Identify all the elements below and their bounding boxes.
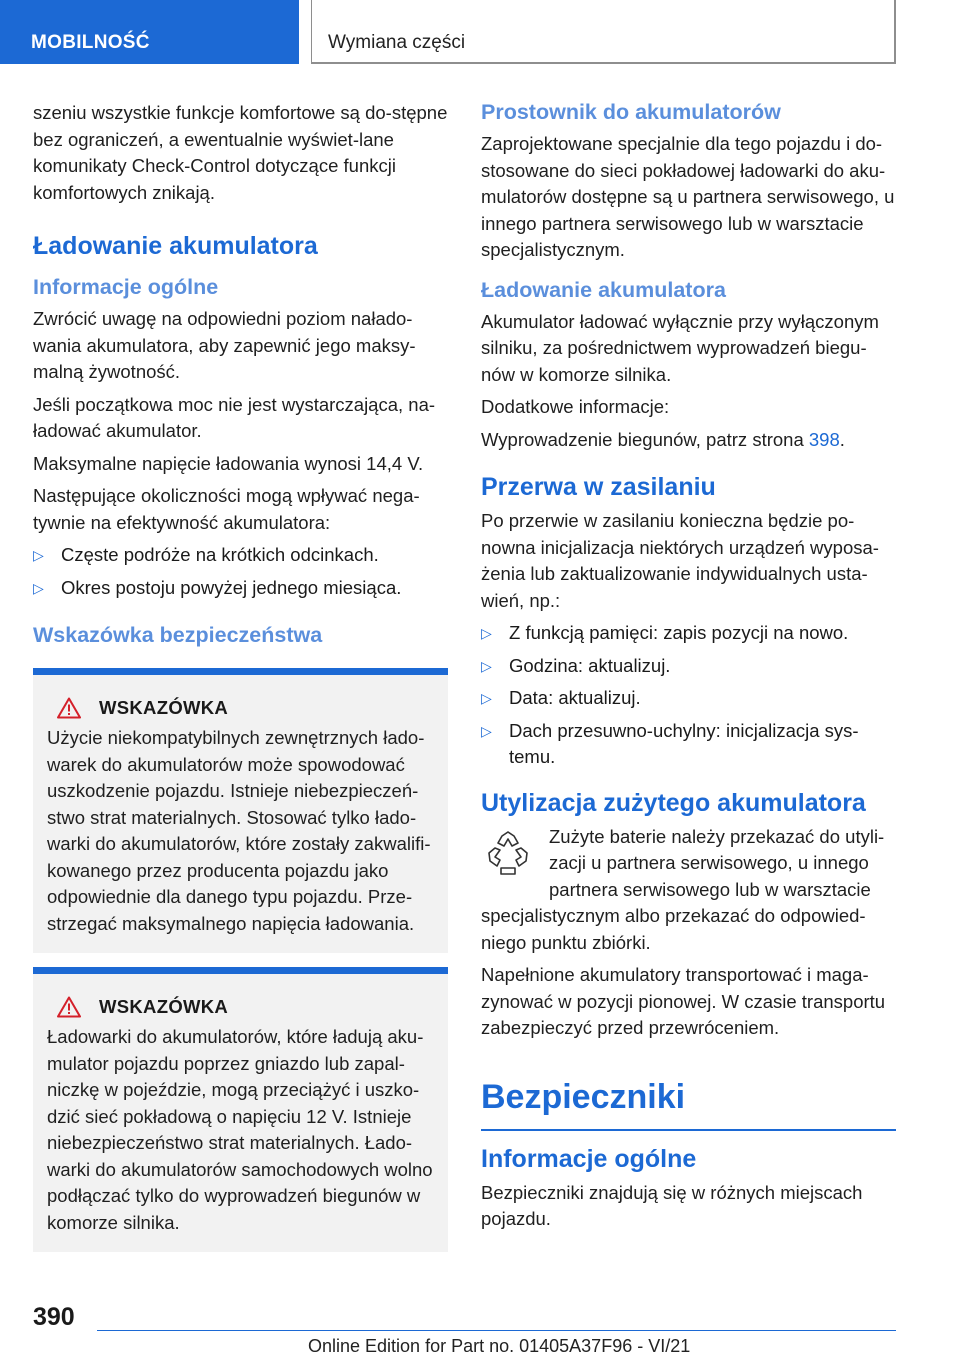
list-item: ▷ Data: aktualizuj. [481,685,896,712]
triangle-bullet-icon: ▷ [33,579,44,596]
warning-text: Ładowarki do akumulatorów, które ładują aku-mulator pojazdu poprzez gniazdo lub zapal-niczkę w pojeździe, mogą przeciążyć i uszko-dzić sieć pokładową o napięciu 12 V. Istnieje niebezpieczeństwo strat materialnych. Łado-warki do akumulatorów samochodowych wolno podłączać tylko do wyprowadzeń biegunów w komorze silnika. [47,1026,433,1233]
paragraph-max-voltage: Maksymalne napięcie ładowania wynosi 14,4 V. [33,452,424,474]
intro-paragraph: szeniu wszystkie funkcje komfortowe są do-stępne bez ograniczeń, a ewentualnie wyświet-lane komunikaty Check-Control dotyczące funkcji komfortowych znikają. [33,102,448,203]
warning-triangle-icon [57,996,81,1018]
paragraph-terminal-reference: Wyprowadzenie biegunów, patrz strona 398. [481,428,845,450]
triangle-bullet-icon: ▷ [481,722,492,739]
list-item: ▷ Częste podróże na krótkich odcinkach. [33,542,448,569]
paragraph-transport: Napełnione akumulatory transportować i maga-zynować w pozycji pionowej. W czasie transportu zabezpieczyć przed przewróceniem. [481,964,886,1038]
triangle-bullet-icon: ▷ [481,657,492,674]
list-item: ▷ Dach przesuwno-uchylny: inicjalizacja sys-temu. [481,719,859,767]
page-header [0,0,960,66]
disposal-block [481,824,896,963]
warning-box-chargers [33,668,448,953]
paragraph-circumstances: Następujące okoliczności mogą wpływać nega-tywnie na efektywność akumulatora: [33,485,420,533]
heading-battery-charging: Ładowanie akumulatora [481,277,726,302]
section-tab: MOBILNOŚĆ [0,0,299,64]
heading-battery-charging: Ładowanie akumulatora [33,232,318,260]
warning-title: WSKAZÓWKA [99,697,229,718]
page-reference-link[interactable]: 398 [808,428,840,450]
reset-list [481,620,896,771]
paragraph-power-outage: Po przerwie w zasilaniu konieczna będzie po-nowna inicjalizacja niektórych urządzeń wyposa-żenia lub zaktualizowanie indywidualnych usta-wień, np.: [481,510,879,611]
warning-box-socket-chargers [33,967,448,1252]
triangle-bullet-icon: ▷ [481,690,492,706]
heading-fuses: Bezpieczniki [481,1078,896,1131]
heading-battery-disposal: Utylizacja zużytego akumulatora [481,788,866,817]
paragraph-charge-level: Zwrócić uwagę na odpowiedni poziom nałado-wania akumulatora, aby zapewnić jego maksy-malną żywotność. [33,308,416,382]
paragraph-disposal: Zużyte baterie należy przekazać do utyli-zacji u partnera serwisowego, u innego partnera serwisowego lub w warsztacie specjalistycznym albo przekazać do odpowied-niego punktu zbiórki. [481,825,885,953]
list-item: ▷ Z funkcją pamięci: zapis pozycji na nowo. [481,620,896,647]
footer-divider [97,1330,896,1331]
heading-general-info: Informacje ogólne [33,275,219,299]
paragraph-rectifier: Zaprojektowane specjalnie dla tego pojazdu i do-stosowane do sieci pokładowej ładowarki do aku-mulatorów dostępne są u partnera serwisowego, u innego partnera serwisowego lub w warsztacie specjalistycznym. [481,133,895,260]
circumstances-list [33,542,448,601]
recycle-icon [483,828,533,878]
footer-edition: Online Edition for Part no. 01405A37F96 - VI/21 [308,1336,691,1356]
heading-safety-note: Wskazówka bezpieczeństwa [33,623,323,647]
triangle-bullet-icon: ▷ [33,547,44,563]
triangle-bullet-icon: ▷ [481,625,492,641]
warning-triangle-icon [57,697,81,719]
heading-fuses-general-info: Informacje ogólne [481,1144,697,1173]
warning-text: Użycie niekompatybilnych zewnętrznych łado-warek do akumulatorów może spowodować uszkodzenie pojazdu. Istnieje niebezpieczeń-stwo strat materialnych. Stosować tylko łado-warki do akumulatorów, które zostały zakwalifi-kowanego przez producenta pojazdu jako odpowiednie dla danego typu pojazdu. Prze-strzegać maksymalnego napięcia ładowania. [47,727,431,934]
paragraph-more-info: Dodatkowe informacje: [481,396,670,417]
warning-title: WSKAZÓWKA [99,996,229,1017]
list-item: ▷ Godzina: aktualizuj. [481,653,896,680]
page-number: 390 [33,1303,75,1331]
list-item: ▷ Okres postoju powyżej jednego miesiąca. [33,575,448,602]
paragraph-charging: Akumulator ładować wyłącznie przy wyłączonym silniku, za pośrednictwem wyprowadzeń biegu-nów w komorze silnika. [481,310,879,385]
heading-rectifier: Prostownik do akumulatorów [481,100,781,124]
paragraph-insufficient-power: Jeśli początkowa moc nie jest wystarczająca, na-ładować akumulator. [33,393,436,441]
heading-power-outage: Przerwa w zasilaniu [481,473,716,501]
right-column [481,100,896,1239]
paragraph-fuses: Bezpieczniki znajdują się w różnych miejscach pojazdu. [481,1181,863,1229]
chapter-title: Wymiana części [311,0,896,64]
left-column [33,100,448,1252]
